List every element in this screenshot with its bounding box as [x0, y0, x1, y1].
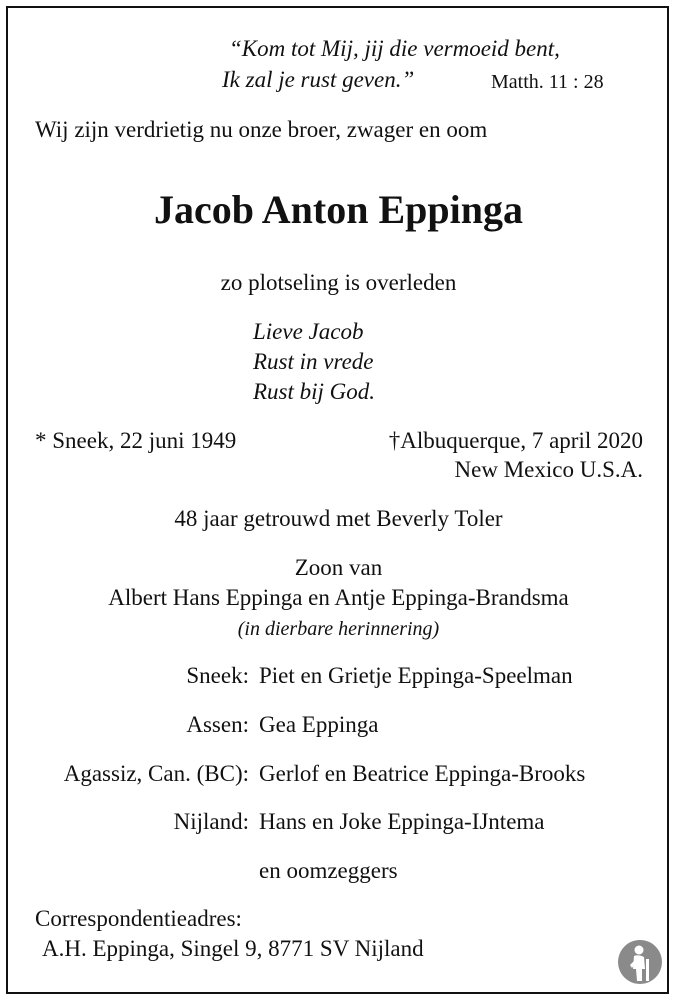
verse-reference: Matth. 11 : 28: [491, 71, 604, 93]
passed-text: zo plotseling is overleden: [220, 270, 457, 295]
notice-border: [6, 6, 669, 994]
memorial-figure-icon: [617, 939, 663, 985]
memory-note: (in dierbare herinnering): [237, 618, 440, 640]
relative-place: Assen:: [186, 712, 249, 737]
birth-info: * Sneek, 22 juni 1949: [35, 428, 237, 453]
son-of-label: Zoon van: [294, 555, 383, 580]
farewell-line-3: Rust bij God.: [253, 379, 376, 404]
relative-place: Agassiz, Can. (BC):: [63, 761, 249, 786]
farewell-line-1: Lieve Jacob: [253, 319, 364, 344]
correspondence-address: A.H. Eppinga, Singel 9, 8771 SV Nijland: [42, 936, 424, 961]
relative-names: Piet en Grietje Eppinga-Speelman: [259, 663, 573, 688]
correspondence-label: Correspondentieadres:: [35, 906, 242, 931]
marriage-text: 48 jaar getrouwd met Beverly Toler: [174, 506, 503, 531]
death-info: †Albuquerque, 7 april 2020: [388, 428, 643, 453]
intro-text: Wij zijn verdrietig nu onze broer, zwager en oom: [35, 117, 488, 142]
farewell-line-2: Rust in vrede: [253, 349, 374, 374]
verse-line-2: Ik zal je rust geven.”: [222, 67, 415, 92]
relative-place: Nijland:: [173, 809, 249, 834]
relative-names: Hans en Joke Eppinga-IJntema: [259, 809, 545, 834]
nephews-nieces: en oomzeggers: [259, 858, 398, 883]
relative-place: Sneek:: [186, 663, 249, 688]
verse-line-1: “Kom tot Mij, jij die vermoeid bent,: [229, 36, 560, 61]
relative-names: Gea Eppinga: [259, 712, 379, 737]
parents-names: Albert Hans Eppinga en Antje Eppinga-Brandsma: [108, 585, 569, 610]
deceased-name: Jacob Anton Eppinga: [153, 187, 524, 232]
relative-names: Gerlof en Beatrice Eppinga-Brooks: [259, 761, 586, 786]
death-location: New Mexico U.S.A.: [454, 457, 643, 482]
